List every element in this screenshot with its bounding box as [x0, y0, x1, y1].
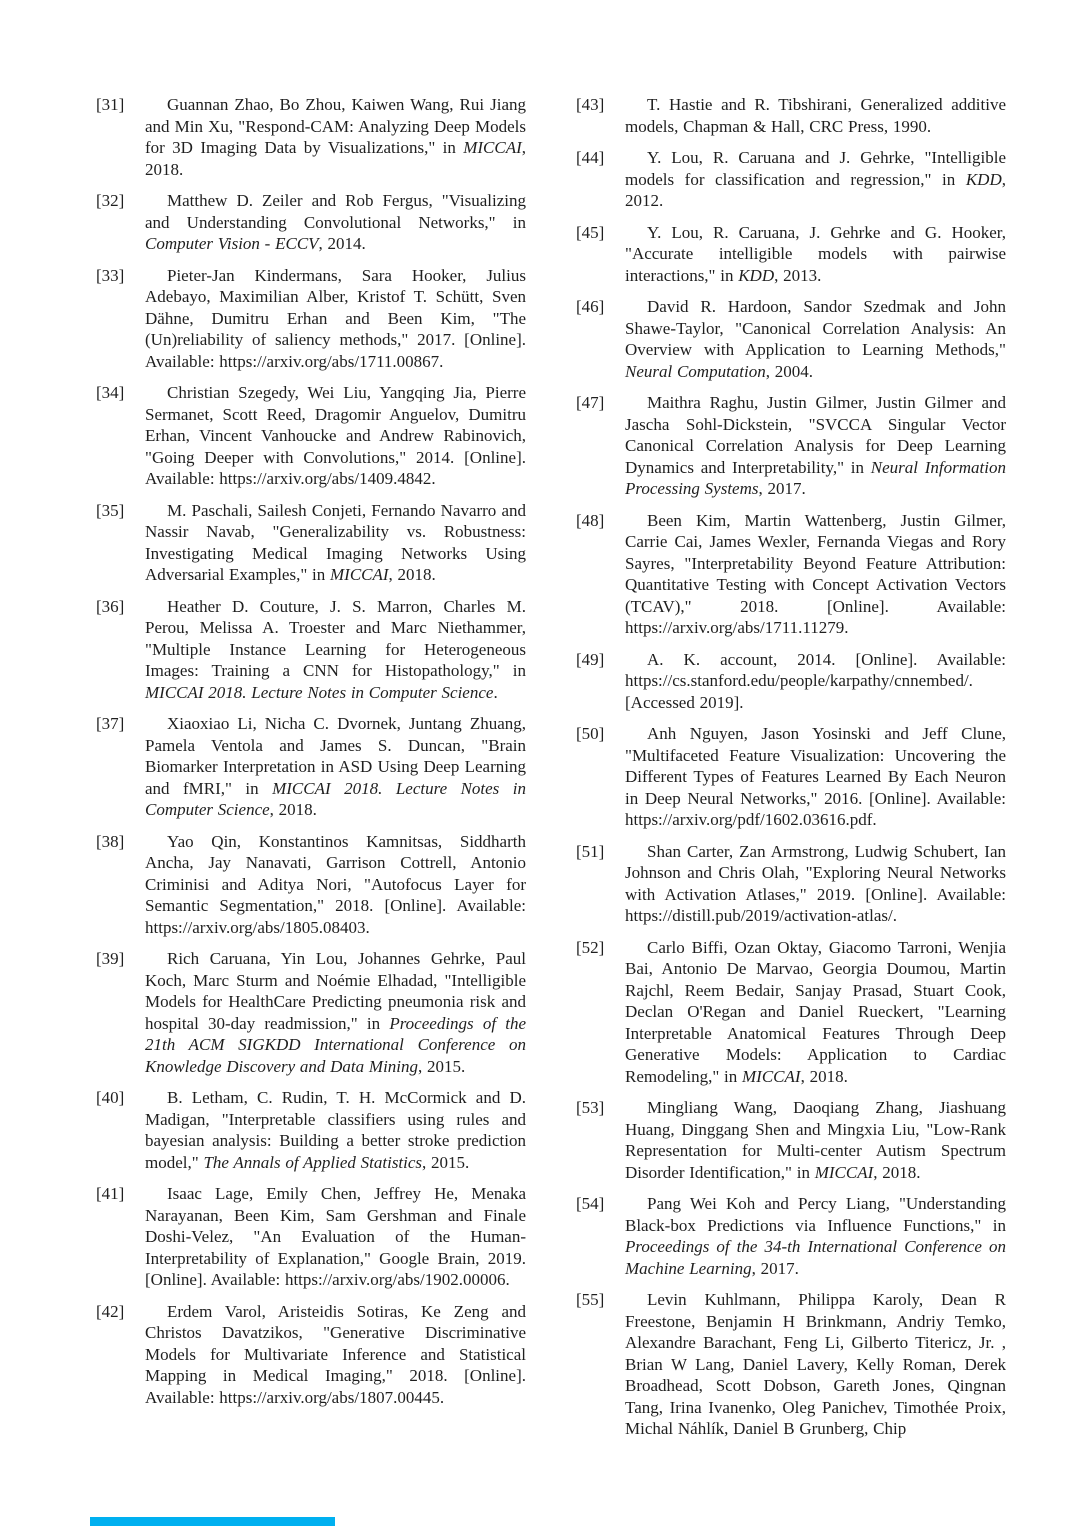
reference-number: [31] — [96, 95, 125, 114]
reference-text-segment: Pieter-Jan Kindermans, Sara Hooker, Julius Adebayo, Maximilian Alber, Kristof T. Schütt, Sven Dähne, Dumitru Erhan and Been Kim, "The (Un)reliability of saliency methods," 2017. [Online]. Available: https://arxiv.org/abs/1711.00867. — [145, 265, 526, 371]
reference-text — [625, 723, 1006, 831]
reference-text-segment: , 2013. — [774, 265, 822, 285]
reference-text — [625, 296, 1006, 382]
reference-text-segment: Guannan Zhao, Bo Zhou, Kaiwen Wang, Rui Jiang and Min Xu, "Respond-CAM: Analyzing Deep Models for 3D Imaging Data by Visualizations," in — [145, 95, 526, 157]
reference-text — [625, 1097, 1006, 1183]
reference-text-segment: , 2015. — [418, 1056, 466, 1076]
reference-item — [576, 723, 1006, 831]
reference-item — [576, 94, 1006, 137]
reference-text — [625, 1289, 1006, 1440]
reference-text — [145, 94, 526, 180]
reference-text — [145, 831, 526, 939]
reference-number: [39] — [96, 949, 125, 968]
reference-text-segment: Matthew D. Zeiler and Rob Fergus, "Visualizing and Understanding Convolutional Networks," in — [145, 191, 526, 232]
reference-text — [625, 510, 1006, 639]
venue-title: MICCAI — [814, 1162, 874, 1182]
reference-text-segment: B. Letham, C. Rudin, T. H. McCormick and D. Madigan, "Interpretable classifiers using rules and bayesian analysis: Building a better stroke prediction model," — [145, 1088, 526, 1172]
reference-text — [145, 382, 526, 490]
reference-text — [625, 222, 1006, 287]
venue-title: Proceedings of the 34-th International Conference on Machine Learning — [625, 1237, 1006, 1278]
reference-text-segment: . — [493, 682, 498, 702]
venue-title: MICCAI 2018. Lecture Notes in Computer Science — [145, 682, 494, 702]
reference-text — [145, 190, 526, 255]
reference-item — [576, 649, 1006, 714]
reference-text-segment: , 2018. — [145, 138, 526, 179]
reference-text-segment: , 2004. — [765, 361, 814, 381]
reference-text — [145, 948, 526, 1077]
reference-text — [145, 1183, 526, 1291]
reference-item — [576, 841, 1006, 927]
reference-number: [34] — [96, 383, 125, 402]
reference-text-segment: , 2018. — [873, 1162, 921, 1182]
reference-number: [35] — [96, 500, 125, 520]
reference-text-segment: Y. Lou, R. Caruana, J. Gehrke and G. Hooker, "Accurate intelligible models with pairwise interactions," in — [625, 222, 1006, 285]
reference-item — [576, 937, 1006, 1088]
reference-number: [44] — [576, 148, 605, 167]
reference-text-segment: , 2015. — [422, 1152, 470, 1172]
reference-text-segment: Rich Caruana, Yin Lou, Johannes Gehrke, Paul Koch, Marc Sturm and Noémie Elhadad, "Intelligible Models for HealthCare Predicting pneumonia risk and hospital 30-day readmission," in — [145, 949, 526, 1033]
reference-text-segment: Carlo Biffi, Ozan Oktay, Giacomo Tarroni, Wenjia Bai, Antonio De Marvao, Georgia Doumou, Martin Rajchl, Reem Bedair, Sanjay Prasad, Stuart Cook, Declan O'Regan and Daniel Rueckert, "Learning Interpretable Anatomical Features Through Deep Generative Models: Application to Cardiac Remodeling," in — [625, 937, 1006, 1086]
reference-text-segment: David R. Hardoon, Sandor Szedmak and John Shawe-Taylor, "Canonical Correlation Analysis: An Overview with Application to Learning Methods," — [625, 297, 1006, 359]
reference-text-segment: Xiaoxiao Li, Nicha C. Dvornek, Juntang Zhuang, Pamela Ventola and James S. Duncan, "Brain Biomarker Interpretation in ASD Using Deep Learning and fMRI," in — [145, 714, 526, 798]
venue-title: Computer Vision - ECCV — [145, 234, 319, 253]
reference-item — [96, 596, 526, 704]
reference-item — [96, 831, 526, 939]
reference-text-segment: Levin Kuhlmann, Philippa Karoly, Dean R Freestone, Benjamin H Brinkmann, Andriy Temko, Alexandre Barachant, Feng Li, Gilberto Titericz, Jr. , Brian W Lang, Daniel Lavery, Kelly Roman, Derek Broadhead, Scott Dobson, Gareth Jones, Qingnan Tang, Irina Ivanenko, Oleg Panichev, Timothée Proix, Michal Náhlík, Daniel B Grunberg, Chip — [625, 1290, 1006, 1438]
reference-number: [53] — [576, 1098, 605, 1117]
reference-text-segment: Erdem Varol, Aristeidis Sotiras, Ke Zeng and Christos Davatzikos, "Generative Discriminative Models for Multivariate Inference and Statistical Mapping in Medical Imaging," 2018. [Online]. Available: https://arxiv.org/abs/1807.00445. — [145, 1301, 526, 1407]
reference-item — [576, 1193, 1006, 1279]
references-column-right — [576, 94, 1006, 1450]
reference-number: [33] — [96, 265, 125, 285]
reference-number: [43] — [576, 95, 605, 114]
reference-text — [625, 937, 1006, 1088]
references-column-left — [96, 94, 526, 1450]
reference-text — [145, 1301, 526, 1409]
reference-number: [52] — [576, 937, 605, 957]
reference-text-segment: , 2018. — [800, 1066, 848, 1086]
reference-item — [96, 948, 526, 1077]
reference-text — [145, 1087, 526, 1173]
reference-text-segment: Christian Szegedy, Wei Liu, Yangqing Jia, Pierre Sermanet, Scott Reed, Dragomir Anguelov, Dumitru Erhan, Vincent Vanhoucke and Andrew Rabinovich, "Going Deeper with Convolutions," 2014. [Online]. Available: https://arxiv.org/abs/1409.4842. — [145, 383, 526, 488]
reference-number: [37] — [96, 714, 125, 733]
reference-text-segment: A. K. account, 2014. [Online]. Available: https://cs.stanford.edu/people/karpathy/cnnembed/. [Accessed 2019]. — [625, 649, 1006, 712]
reference-item — [576, 392, 1006, 500]
reference-text-segment: Yao Qin, Konstantinos Kamnitsas, Siddharth Ancha, Jay Nanavati, Garrison Cottrell, Antonio Criminisi and Aditya Nori, "Autofocus Layer for Semantic Segmentation," 2018. [Online]. Available: https://arxiv.org/abs/1805.08403. — [145, 831, 526, 937]
reference-text-segment: T. Hastie and R. Tibshirani, Generalized additive models, Chapman & Hall, CRC Press, 1990. — [625, 95, 1006, 136]
reference-item — [96, 1301, 526, 1409]
reference-number: [42] — [96, 1301, 125, 1321]
reference-item — [96, 1183, 526, 1291]
reference-number: [32] — [96, 191, 125, 210]
reference-number: [54] — [576, 1194, 605, 1213]
reference-text-segment: , 2018. — [269, 800, 317, 819]
reference-text-segment: Isaac Lage, Emily Chen, Jeffrey He, Menaka Narayanan, Been Kim, Sam Gershman and Finale Doshi-Velez, "An Evaluation of the Human-Interpretability of Explanation," Google Brain, 2019. [Online]. Available: https://arxiv.org/abs/1902.00006. — [145, 1184, 526, 1289]
reference-text — [625, 841, 1006, 927]
reference-item — [576, 1097, 1006, 1183]
references-columns — [96, 94, 1006, 1450]
reference-text-segment: M. Paschali, Sailesh Conjeti, Fernando Navarro and Nassir Navab, "Generalizability vs. Robustness: Investigating Medical Imaging Networks Using Adversarial Examples," in — [145, 500, 526, 584]
reference-number: [49] — [576, 649, 605, 669]
reference-text-segment: Anh Nguyen, Jason Yosinski and Jeff Clune, "Multifaceted Feature Visualization: Uncovering the Different Types of Features Learned By Each Neuron in Deep Neural Networks," 2016. [Online]. Available: https://arxiv.org/pdf/1602.03616.pdf. — [625, 724, 1006, 829]
reference-item — [96, 1087, 526, 1173]
reference-text-segment: Been Kim, Martin Wattenberg, Justin Gilmer, Carrie Cai, James Wexler, Fernanda Viegas and Rory Sayres, "Interpretability Beyond Feature Attribution: Quantitative Testing with Concept Activation Vectors (TCAV)," 2018. [Online]. Available: https://arxiv.org/abs/1711.11279. — [625, 510, 1006, 637]
reference-text — [625, 147, 1006, 212]
venue-title: KDD — [738, 265, 775, 285]
reference-number: [47] — [576, 393, 605, 412]
reference-item — [576, 147, 1006, 212]
reference-text-segment: , 2014. — [318, 234, 366, 253]
reference-number: [45] — [576, 222, 605, 242]
venue-title: The Annals of Applied Statistics — [203, 1152, 423, 1172]
reference-text-segment: Y. Lou, R. Caruana and J. Gehrke, "Intelligible models for classification and regression," in — [625, 148, 1006, 189]
reference-text-segment: , 2017. — [758, 479, 806, 498]
reference-item — [96, 382, 526, 490]
reference-item — [96, 500, 526, 586]
venue-title: KDD — [965, 169, 1002, 189]
reference-text — [145, 500, 526, 586]
bottom-highlight-bar — [90, 1517, 335, 1526]
reference-item — [96, 265, 526, 373]
reference-item — [96, 190, 526, 255]
reference-number: [41] — [96, 1184, 125, 1203]
venue-title: MICCAI — [463, 138, 522, 157]
reference-number: [46] — [576, 297, 605, 316]
reference-text — [625, 649, 1006, 714]
reference-text-segment: , 2017. — [751, 1258, 799, 1278]
reference-text-segment: Shan Carter, Zan Armstrong, Ludwig Schubert, Ian Johnson and Chris Olah, "Exploring Neural Networks with Activation Atlases," 2019. [Online]. Available: https://distill.pub/2019/activation-atlas/. — [625, 841, 1006, 925]
reference-text — [145, 713, 526, 821]
reference-number: [36] — [96, 596, 125, 616]
reference-text-segment: Mingliang Wang, Daoqiang Zhang, Jiashuang Huang, Dinggang Shen and Mingxia Liu, "Low-Rank Representation for Multi-center Autism Spectrum Disorder Identification," in — [625, 1098, 1006, 1182]
venue-title: Neural Computation — [625, 361, 766, 381]
reference-text — [625, 392, 1006, 500]
reference-number: [50] — [576, 724, 605, 743]
reference-item — [96, 713, 526, 821]
reference-number: [38] — [96, 831, 125, 851]
reference-text-segment: Heather D. Couture, J. S. Marron, Charles M. Perou, Melissa A. Troester and Marc Niethammer, "Multiple Instance Learning for Heterogeneous Images: Training a CNN for Histopathology," in — [145, 596, 526, 680]
reference-text — [145, 596, 526, 704]
reference-item — [576, 510, 1006, 639]
reference-number: [40] — [96, 1088, 125, 1107]
reference-number: [55] — [576, 1290, 605, 1309]
reference-text-segment: Maithra Raghu, Justin Gilmer, Justin Gilmer and Jascha Sohl-Dickstein, "SVCCA Singular Vector Canonical Correlation Analysis for Deep Learning Dynamics and Interpretability," in — [625, 393, 1006, 477]
reference-number: [51] — [576, 841, 605, 861]
reference-item — [576, 296, 1006, 382]
venue-title: MICCAI 2018. Lecture Notes in Computer Science — [145, 778, 526, 819]
reference-text — [625, 94, 1006, 137]
reference-item — [576, 222, 1006, 287]
reference-number: [48] — [576, 510, 605, 530]
reference-text-segment: , 2018. — [388, 565, 436, 584]
reference-text — [145, 265, 526, 373]
reference-text — [625, 1193, 1006, 1279]
reference-text-segment: , 2012. — [625, 169, 1006, 210]
reference-item — [576, 1289, 1006, 1440]
venue-title: MICCAI — [742, 1066, 801, 1086]
venue-title: Neural Information Processing Systems — [625, 457, 1006, 498]
venue-title: MICCAI — [330, 565, 389, 584]
reference-text-segment: Pang Wei Koh and Percy Liang, "Understanding Black-box Predictions via Influence Functions," in — [625, 1194, 1006, 1235]
venue-title: Proceedings of the 21th ACM SIGKDD International Conference on Knowledge Discovery and Data Mining — [145, 1013, 526, 1076]
reference-item — [96, 94, 526, 180]
